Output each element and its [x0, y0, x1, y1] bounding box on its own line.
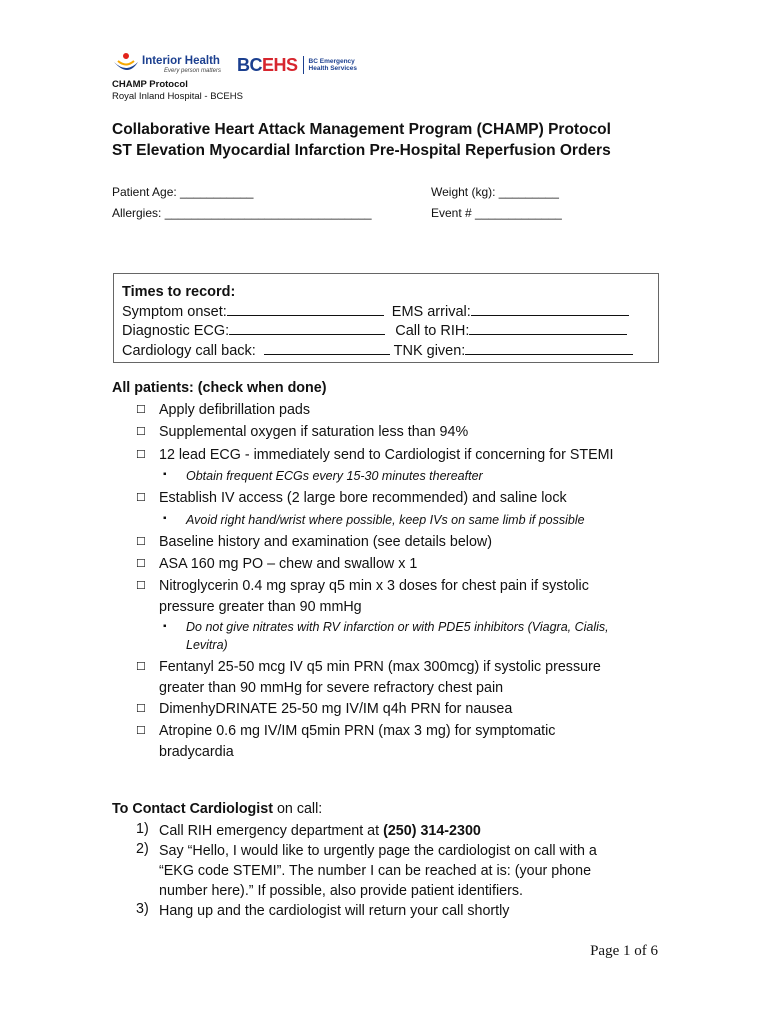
times-to-record-box	[113, 273, 659, 363]
checkbox-fentanyl[interactable]: ☐	[136, 661, 146, 673]
rih-phone[interactable]: (250) 314-2300	[383, 823, 481, 839]
item-oxygen: Supplemental oxygen if saturation less than 94%	[159, 424, 469, 440]
item-dimenhydrinate: DimenhyDRINATE 25-50 mg IV/IM q4h PRN for nausea	[159, 701, 513, 717]
diagnostic-ecg-label: Diagnostic ECG:	[122, 323, 230, 339]
item-iv: Establish IV access (2 large bore recommended) and saline lock	[159, 490, 567, 506]
tnk-given-label: TNK given:	[393, 342, 466, 359]
sub-iv: Avoid right hand/wrist where possible, keep IVs on same limb if possible	[186, 513, 585, 527]
call-to-rih-label: Call to RIH:	[395, 323, 470, 339]
item-atropine: Atropine 0.6 mg IV/IM q5min PRN (max 3 mg) for symptomatic	[159, 723, 556, 739]
checkbox-history[interactable]: ☐	[136, 536, 146, 548]
checkbox-oxygen[interactable]: ☐	[136, 426, 146, 438]
ems-arrival-label: EMS arrival:	[391, 303, 471, 320]
weight-field[interactable]: Weight (kg): _________	[431, 185, 559, 199]
checkbox-nitro[interactable]: ☐	[136, 580, 146, 592]
call-to-rih-line[interactable]	[469, 321, 627, 335]
interior-health-name: Interior Health	[142, 54, 220, 67]
bullet-icon: ▪	[163, 621, 167, 632]
diagnostic-ecg-line[interactable]	[229, 321, 385, 335]
step-2-line-1: Say “Hello, I would like to urgently page the cardiologist on call with a	[159, 843, 597, 859]
step-1: Call RIH emergency department at (250) 314-2300	[159, 823, 481, 839]
interior-health-swoosh-icon	[112, 52, 140, 78]
times-row-2	[122, 321, 633, 341]
item-fentanyl: Fentanyl 25-50 mcg IV q5 min PRN (max 300mcg) if systolic pressure	[159, 659, 601, 675]
doc-site: Royal Inland Hospital - BCEHS	[112, 91, 243, 102]
page-title	[112, 119, 611, 161]
bcehs-logo	[237, 55, 357, 76]
item-atropine-cont: bradycardia	[159, 744, 234, 760]
sub-ecg: Obtain frequent ECGs every 15-30 minutes thereafter	[186, 469, 483, 483]
bcehs-divider	[303, 56, 304, 74]
item-history: Baseline history and examination (see details below)	[159, 534, 492, 550]
page-number: Page 1 of 6	[590, 943, 658, 959]
step-number-2: 2)	[136, 841, 149, 857]
symptom-onset-label: Symptom onset:	[122, 303, 227, 320]
item-nitro: Nitroglycerin 0.4 mg spray q5 min x 3 doses for chest pain if systolic	[159, 578, 589, 594]
checkbox-dimenhydrinate[interactable]: ☐	[136, 703, 146, 715]
bullet-icon: ▪	[163, 469, 167, 480]
ems-arrival-line[interactable]	[471, 302, 629, 316]
interior-health-logo	[112, 52, 221, 78]
bcehs-text: BC Emergency Health Services	[308, 57, 357, 72]
interior-health-tagline: Every person matters	[164, 68, 222, 75]
contact-heading: To Contact Cardiologist on call:	[112, 801, 323, 817]
event-field[interactable]: Event # _____________	[431, 206, 562, 220]
allergies-field[interactable]: Allergies: _______________________________	[112, 206, 372, 220]
checkbox-asa[interactable]: ☐	[136, 558, 146, 570]
step-number-1: 1)	[136, 821, 149, 837]
times-heading: Times to record:	[122, 284, 236, 300]
checkbox-defib[interactable]: ☐	[136, 404, 146, 416]
step-3: Hang up and the cardiologist will return your call shortly	[159, 903, 510, 919]
times-row-3	[122, 341, 633, 361]
cardiology-call-back-line[interactable]	[264, 341, 390, 355]
times-row-1	[122, 302, 633, 322]
checkbox-iv[interactable]: ☐	[136, 492, 146, 504]
item-fentanyl-cont: greater than 90 mmHg for severe refractory chest pain	[159, 680, 504, 696]
title-line-1: Collaborative Heart Attack Management Program (CHAMP) Protocol	[112, 121, 611, 138]
checkbox-ecg[interactable]: ☐	[136, 449, 146, 461]
tnk-given-line[interactable]	[465, 341, 633, 355]
bullet-icon: ▪	[163, 513, 167, 524]
bcehs-wordmark: BCEHS	[237, 54, 298, 75]
title-line-2: ST Elevation Myocardial Infarction Pre-Hospital Reperfusion Orders	[112, 142, 611, 159]
sub-nitro: Do not give nitrates with RV infarction or with PDE5 inhibitors (Viagra, Cialis,	[186, 620, 609, 634]
sub-nitro-cont: Levitra)	[186, 638, 228, 652]
symptom-onset-line[interactable]	[227, 302, 384, 316]
patient-age-field[interactable]: Patient Age: ___________	[112, 185, 254, 199]
item-asa: ASA 160 mg PO – chew and swallow x 1	[159, 556, 418, 572]
all-patients-heading: All patients: (check when done)	[112, 380, 327, 396]
step-2-line-3: number here).” If possible, also provide patient identifiers.	[159, 883, 523, 899]
item-nitro-cont: pressure greater than 90 mmHg	[159, 599, 362, 615]
item-ecg: 12 lead ECG - immediately send to Cardiologist if concerning for STEMI	[159, 447, 614, 463]
step-2-line-2: “EKG code STEMI”. The number I can be reached at is: (your phone	[159, 863, 592, 879]
checkbox-atropine[interactable]: ☐	[136, 725, 146, 737]
doc-label: CHAMP Protocol	[112, 79, 188, 90]
cardiology-call-back-label: Cardiology call back:	[122, 342, 256, 359]
step-number-3: 3)	[136, 901, 149, 917]
header-logos	[112, 50, 357, 80]
item-defib: Apply defibrillation pads	[159, 402, 311, 418]
